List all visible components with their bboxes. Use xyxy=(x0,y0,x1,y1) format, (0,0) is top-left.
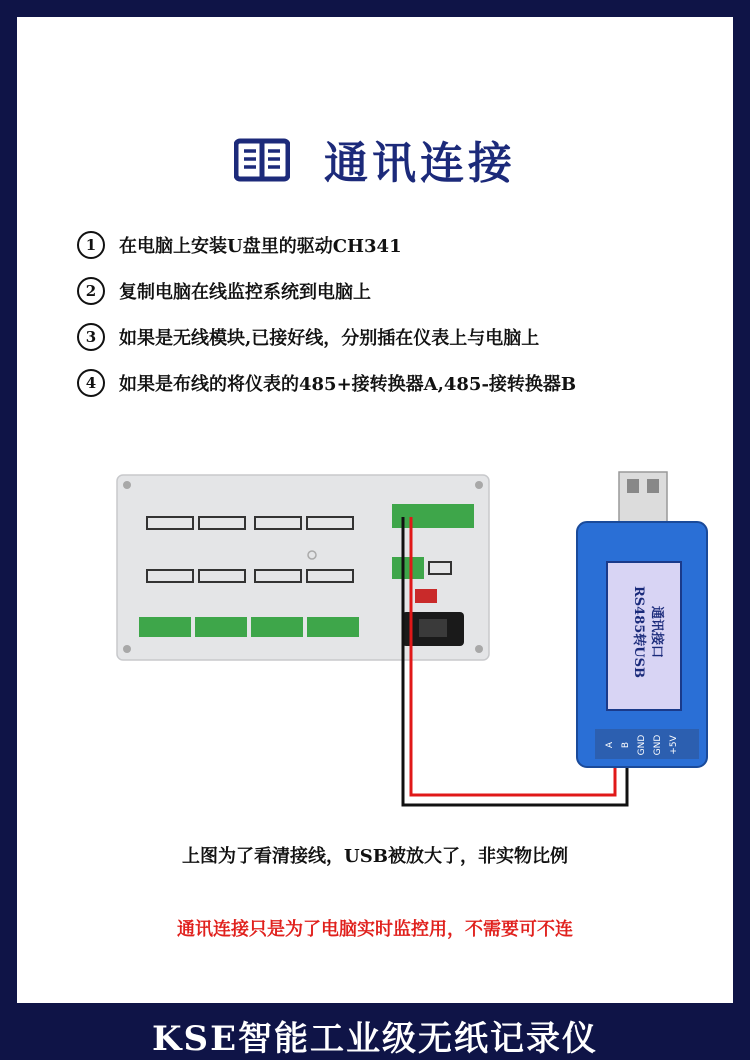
title-row xyxy=(17,127,733,191)
adapter-label: RS485转USB xyxy=(631,585,646,679)
scale-note: 上图为了看清接线，USB被放大了，非实物比例 xyxy=(182,846,568,867)
terminal-label: +5V xyxy=(669,735,679,755)
book-icon xyxy=(234,135,290,183)
terminal-label: A xyxy=(605,741,615,749)
step-item xyxy=(77,268,717,314)
step-text: 如果是无线模块,已接好线，分别插在仪表上与电脑上 xyxy=(119,328,540,349)
step-text: 在电脑上安装U盘里的驱动CH341 xyxy=(119,236,402,257)
step-number: 2 xyxy=(77,277,105,305)
terminal-label: B xyxy=(621,741,631,749)
step-number: 4 xyxy=(77,369,105,397)
step-item xyxy=(77,222,717,268)
content-card xyxy=(17,17,733,1003)
step-item xyxy=(77,360,717,406)
recorder-back-panel-icon xyxy=(117,475,489,660)
adapter-label: 通讯接口 xyxy=(649,605,664,659)
step-item xyxy=(77,314,717,360)
footer-product-name: KSE智能工业级无纸记录仪 xyxy=(151,1018,599,1059)
step-number: 1 xyxy=(77,231,105,259)
terminal-label: GND xyxy=(653,734,663,756)
wiring-diagram xyxy=(107,467,727,817)
comm-note: 通讯连接只是为了电脑实时监控用，不需要可不连 xyxy=(177,919,573,940)
terminal-label: GND xyxy=(637,734,647,756)
page-title: 通讯连接 xyxy=(324,138,516,189)
step-number: 3 xyxy=(77,323,105,351)
step-text: 如果是布线的将仪表的485+接转换器A,485-接转换器B xyxy=(119,374,577,395)
step-list xyxy=(77,222,717,406)
step-text: 复制电脑在线监控系统到电脑上 xyxy=(119,282,371,303)
